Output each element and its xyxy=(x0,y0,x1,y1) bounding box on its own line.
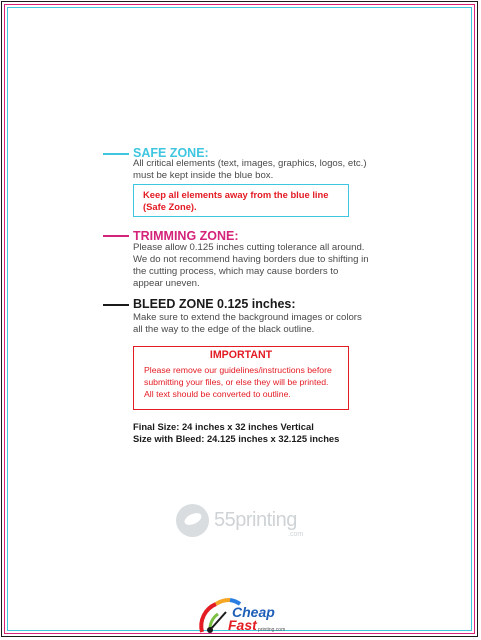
safe-zone-title: SAFE ZONE: xyxy=(133,146,209,160)
bleed-size: Size with Bleed: 24.125 inches x 32.125 inches xyxy=(133,433,340,444)
trimming-zone-line: the cutting process, which may cause borders to xyxy=(133,266,339,277)
printing-com-text: printing.com xyxy=(258,627,286,633)
trimming-zone-line: We do not recommend having borders due to shifting in xyxy=(133,254,369,265)
safe-zone-note-line: Keep all elements away from the blue line xyxy=(143,189,329,200)
trimming-zone-rule xyxy=(103,235,129,237)
bleed-zone-rule xyxy=(103,304,129,306)
bleed-zone-description xyxy=(133,312,362,336)
important-box xyxy=(133,346,349,410)
safe-zone-note-line: (Safe Zone). xyxy=(143,201,197,212)
safe-zone-rule xyxy=(103,153,129,155)
safe-zone-description xyxy=(133,158,367,182)
cheapfastprinting-logo xyxy=(196,588,296,636)
important-line: All text should be converted to outline. xyxy=(144,389,291,399)
size-info xyxy=(133,421,339,445)
55printing-logo-text: 55printing xyxy=(214,509,297,531)
55printing-logo-sub: .com xyxy=(288,531,304,538)
safe-zone-line: All critical elements (text, images, graphics, logos, etc.) xyxy=(133,158,367,169)
important-body xyxy=(144,364,332,400)
trimming-zone-line: appear uneven. xyxy=(133,278,200,289)
trimming-zone-title: TRIMMING ZONE: xyxy=(133,229,239,243)
bleed-zone-title: BLEED ZONE 0.125 inches: xyxy=(133,297,296,311)
bleed-zone-line: all the way to the edge of the black outline. xyxy=(133,324,315,335)
final-size: Final Size: 24 inches x 32 inches Vertical xyxy=(133,421,314,432)
trimming-zone-line: Please allow 0.125 inches cutting tolerance all around. xyxy=(133,242,365,253)
bleed-zone-line: Make sure to extend the background images or colors xyxy=(133,312,362,323)
trimming-zone-description xyxy=(133,242,369,290)
55printing-logo-icon xyxy=(176,504,209,537)
important-line: submitting your files, or else they will be printed. xyxy=(144,377,329,387)
safe-zone-note-box xyxy=(133,184,349,217)
fast-text: Fast xyxy=(228,617,257,633)
safe-zone-line: must be kept inside the blue box. xyxy=(133,170,274,181)
cheap-text: Cheap xyxy=(232,604,275,620)
55printing-logo xyxy=(176,502,316,542)
important-line: Please remove our guidelines/instructions before xyxy=(144,365,332,375)
important-title: IMPORTANT xyxy=(209,349,273,361)
